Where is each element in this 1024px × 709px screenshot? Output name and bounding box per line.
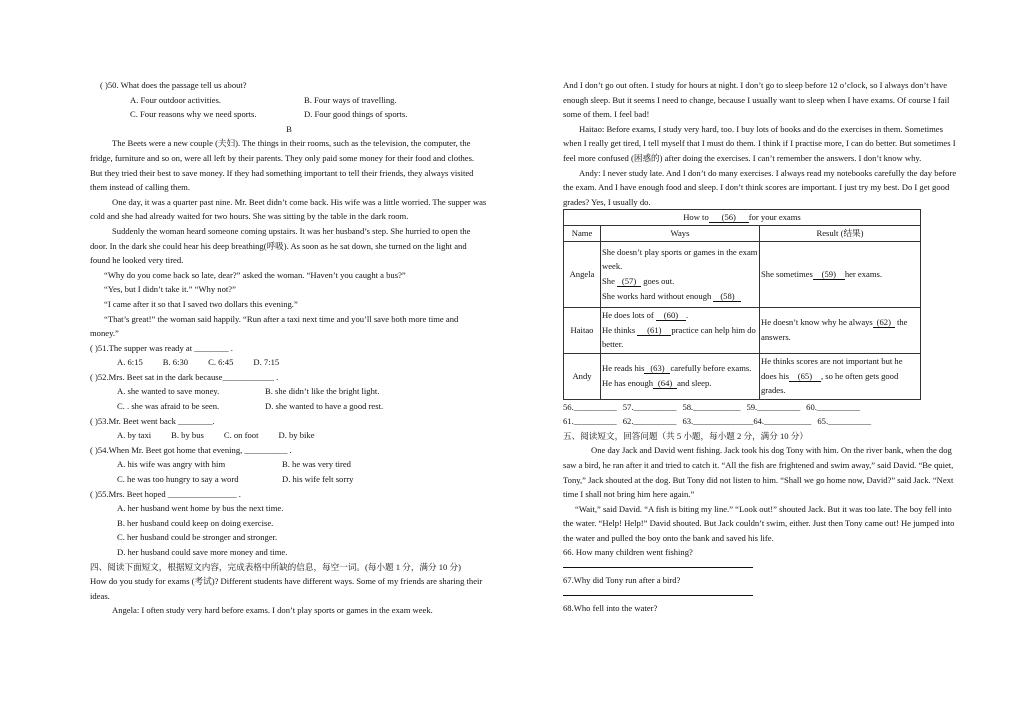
answer-blank[interactable]: 65.__________ bbox=[817, 416, 872, 427]
q51-stem: ( )51.The supper was ready at ________ . bbox=[90, 342, 233, 353]
blank-58: (58) bbox=[713, 291, 741, 302]
q50-stem: ( )50. What does the passage tell us about? bbox=[100, 80, 247, 90]
option: C. Four reasons why we need sports. bbox=[130, 109, 257, 120]
passage-paragraph: “That’s great!” the woman said happily. “Run after a taxi next time and you’ll save both more time and money.” bbox=[90, 313, 459, 339]
option: B. 6:30 bbox=[162, 357, 189, 368]
option: B. she didn’t like the bright light. bbox=[265, 386, 380, 397]
option: B. her husband could keep on doing exercise. bbox=[117, 517, 274, 528]
option: C. 6:45 bbox=[208, 357, 234, 368]
option: A. her husband went home by bus the next time. bbox=[117, 503, 284, 514]
angela-paragraph-continued: And I don’t go out often. I study for hours at night. I don’t go to sleep before 12 o’clock, so I always don’t have enough sleep. But it seems I need to change, because I usually want to sleep when I have exams. Of course I fail some of them. I feel bad! bbox=[563, 80, 950, 120]
answer-blank[interactable]: 57.__________ bbox=[622, 401, 677, 412]
option: C. on foot bbox=[223, 430, 259, 441]
question-68: 68.Who fell into the water? bbox=[563, 602, 658, 613]
table-row bbox=[564, 353, 921, 399]
answer-blank[interactable]: 60.__________ bbox=[806, 401, 860, 412]
answer-blank[interactable]: 61.__________ bbox=[563, 416, 617, 427]
header-ways: Ways bbox=[601, 225, 760, 241]
right-column bbox=[563, 78, 959, 615]
answer-blank[interactable]: 59.__________ bbox=[746, 401, 801, 412]
q52-options-cd bbox=[90, 399, 488, 414]
passage-paragraph: Suddenly the woman heard someone coming upstairs. It was her husband’s step. She hurried to open the door. In the dark she could hear his deep breathing(呼吸). As soon as he sat down, she turned on the light and found he looked very tired. bbox=[90, 225, 471, 266]
row-ways: He reads his (63) carefully before exams. He has enough (64) and sleep. bbox=[601, 353, 760, 399]
option: C. her husband could be stronger and stronger. bbox=[117, 532, 278, 543]
option: B. he was very tired bbox=[282, 459, 351, 470]
blank-59: (59) bbox=[813, 269, 845, 280]
passage-paragraph: “I came after it so that I saved two dollars this evening.” bbox=[104, 298, 298, 309]
passage-paragraph: “Why do you come back so late, dear?” asked the woman. “Haven’t you caught a bus?” bbox=[104, 269, 406, 280]
intro-paragraph: How do you study for exams (考试)? Different students have different ways. Some of my friends are sharing their ideas. bbox=[90, 576, 483, 601]
blank-65: (65) bbox=[789, 371, 821, 382]
option: D. Four good things of sports. bbox=[304, 109, 408, 120]
blank-56: (56) bbox=[709, 212, 749, 223]
left-column bbox=[90, 78, 488, 618]
blank-61: (61) bbox=[637, 325, 671, 336]
q53-stem: ( )53.Mr. Beet went back ________. bbox=[90, 415, 215, 426]
row-ways: He does lots of (60) . He thinks (61) practice can help him do better. bbox=[601, 307, 760, 353]
andy-paragraph: Andy: I never study late. And I don’t do many exercises. I always read my notebooks carefully the day before the exam. And I have enough food and sleep. I don’t think scores are important. I just try my best. Do I get good grades? Yes, I usually do. bbox=[563, 167, 957, 207]
header-result: Result (结果) bbox=[760, 225, 921, 241]
answer-line[interactable] bbox=[563, 588, 753, 596]
row-ways: She doesn’t play sports or games in the exam week. She (57) goes out. She works hard without enough (58) bbox=[601, 241, 760, 307]
header-name: Name bbox=[564, 225, 601, 241]
option: D. her husband could save more money and time. bbox=[117, 547, 288, 557]
table-title: How to (56) for your exams bbox=[564, 210, 921, 226]
q54-options-cd bbox=[90, 472, 488, 487]
blank-62: (62) bbox=[873, 317, 895, 328]
q53-options bbox=[90, 428, 488, 443]
answer-blanks-row-1 bbox=[563, 400, 959, 415]
answer-blank[interactable]: 56.__________ bbox=[563, 401, 617, 412]
q55-stem: ( )55.Mrs. Beet hoped ________________ . bbox=[90, 488, 241, 499]
q51-options bbox=[90, 355, 488, 370]
q54-options-ab bbox=[90, 457, 488, 472]
row-result: She sometimes (59) her exams. bbox=[760, 241, 921, 307]
option: A. his wife was angry with him bbox=[117, 459, 226, 470]
question-66: 66. How many children went fishing? bbox=[563, 547, 693, 558]
blank-64: (64) bbox=[653, 378, 677, 389]
row-name: Angela bbox=[564, 241, 601, 307]
option: A. Four outdoor activities. bbox=[130, 94, 221, 105]
answer-line[interactable] bbox=[563, 560, 753, 568]
option: D. 7:15 bbox=[253, 357, 280, 368]
option: C. . she was afraid to be seen. bbox=[117, 401, 220, 412]
passage-paragraph: One day, it was a quarter past nine. Mr. Beet didn’t come back. His wife was a little worried. The supper was cold and she had already waited for two hours. She was sitting by the table in the dark room. bbox=[90, 196, 487, 222]
row-result: He doesn’t know why he always (62) the answers. bbox=[760, 307, 921, 353]
answer-blank[interactable]: 58.___________ bbox=[682, 401, 741, 412]
blank-63: (63) bbox=[644, 363, 670, 374]
option: D. she wanted to have a good rest. bbox=[265, 401, 384, 412]
option: B. Four ways of travelling. bbox=[304, 94, 397, 105]
answer-blank[interactable]: 63.______________64.___________ bbox=[682, 416, 812, 427]
row-result: He thinks scores are not important but he does his (65) , so he often gets good grades. bbox=[760, 353, 921, 399]
q52-stem: ( )52.Mrs. Beet sat in the dark because____________ . bbox=[90, 371, 279, 382]
q50-options-ab bbox=[90, 93, 488, 108]
q50-options-cd bbox=[90, 107, 488, 122]
option: D. his wife felt sorry bbox=[282, 474, 354, 485]
option: A. by taxi bbox=[117, 430, 152, 441]
section-b-heading: B bbox=[286, 123, 292, 134]
section-4-heading: 四、阅读下面短文，根据短文内容，完成表格中所缺的信息，每空一词。(每小题 1 分，满分 10 分) bbox=[90, 561, 461, 572]
story-paragraph: One day Jack and David went fishing. Jack took his dog Tony with him. On the river bank, when the dog saw a bird, he ran after it and tried to catch it. “All the fish are frightened and swim away,” said David. “Be quiet, Tony,” Jack shouted at the dog. But Tony did not listen to him. “Shall we go home now, David?” said Jack. “Next time I shall not bring him here again.” bbox=[563, 445, 954, 500]
option: D. by bike bbox=[278, 430, 315, 441]
question-67: 67.Why did Tony run after a bird? bbox=[563, 575, 681, 586]
row-name: Haitao bbox=[564, 307, 601, 353]
answer-blank[interactable]: 62.__________ bbox=[622, 416, 677, 427]
answer-blanks-row-2 bbox=[563, 414, 959, 429]
exam-ways-table bbox=[563, 209, 921, 399]
table-row bbox=[564, 241, 921, 307]
q54-stem: ( )54.When Mr. Beet got home that evening, __________ . bbox=[90, 444, 292, 455]
row-name: Andy bbox=[564, 353, 601, 399]
story-paragraph: “Wait,” said David. “A fish is biting my line.” “Look out!” shouted Jack. But it was too late. The boy fell into the water. “Help! Help!” David shouted. But Jack couldn’t swim, either. Just then Tony came out! He jumped into the water and pulled the boy onto the bank and saved his life. bbox=[563, 503, 955, 543]
option: B. by bus bbox=[171, 430, 204, 441]
option: A. 6:15 bbox=[117, 357, 143, 368]
passage-paragraph: “Yes, but I didn’t take it.” “Why not?” bbox=[104, 284, 236, 295]
table-row bbox=[564, 307, 921, 353]
option: C. he was too hungry to say a word bbox=[117, 474, 239, 485]
section-5-heading: 五、阅读短文，回答问题（共 5 小题，每小题 2 分，满分 10 分） bbox=[563, 430, 808, 441]
angela-paragraph: Angela: I often study very hard before exams. I don’t play sports or games in the exam week. bbox=[112, 605, 433, 616]
option: A. she wanted to save money. bbox=[117, 386, 220, 397]
blank-57: (57) bbox=[617, 276, 641, 287]
blank-60: (60) bbox=[656, 310, 686, 321]
q52-options-ab bbox=[90, 384, 488, 399]
passage-paragraph: The Beets were a new couple (夫妇). The things in their rooms, such as the television, the computer, the fridge, furniture and so on, were all left by their parents. They only paid some money for their food and clothes. But they tried their best to save money. If they had something important to tell their friends, they always visited them instead of calling them. bbox=[90, 138, 475, 193]
haitao-paragraph: Haitao: Before exams, I study very hard, too. I buy lots of books and do the exercises in them. Sometimes when I really get tired, I tell myself that I must do them. I think if I practise more, I can do better. But sometimes I feel more confused (困惑的) after doing the exercises. I can’t remember the answers. I don’t know why. bbox=[563, 123, 956, 163]
